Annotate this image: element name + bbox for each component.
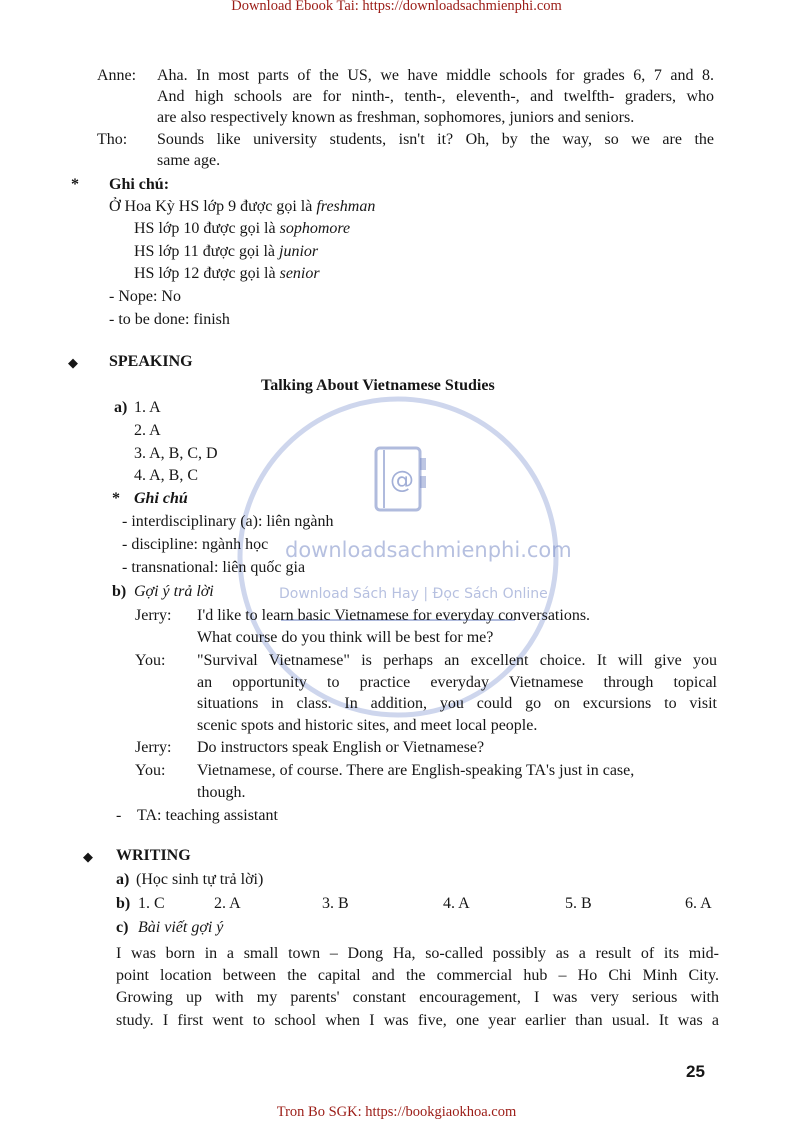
tho-line-1: Sounds like university students, isn't it? Oh, by the way, so we are the bbox=[157, 131, 714, 148]
jerry1-line-2: What course do you think will be best for me? bbox=[197, 629, 494, 646]
tho-line-2: same age. bbox=[157, 152, 221, 169]
note-term-freshman: freshman bbox=[316, 198, 376, 215]
essay-line-1: I was born in a small town – Dong Ha, so-called possibly as a result of its mid- bbox=[116, 945, 719, 962]
speaker-you-2: You: bbox=[135, 762, 166, 779]
watermark-tagline: Download Sách Hay | Đọc Sách Online bbox=[279, 586, 548, 602]
essay-line-2: point location between the capital and the commercial hub – Ho Chi Minh City. bbox=[116, 967, 719, 984]
speaking-subtitle: Talking About Vietnamese Studies bbox=[261, 377, 495, 394]
anne-line-1: Aha. In most parts of the US, we have middle schools for grades 6, 7 and 8. bbox=[157, 67, 714, 84]
b-answer-3: 3. B bbox=[322, 895, 349, 912]
glossary-transnational: - transnational: liên quốc gia bbox=[122, 559, 306, 576]
speaking-b-title: Gợi ý trả lời bbox=[134, 583, 214, 600]
ta-note: TA: teaching assistant bbox=[137, 807, 278, 824]
speaking-note-title: Ghi chú bbox=[134, 490, 188, 507]
speaker-jerry-2: Jerry: bbox=[135, 739, 172, 756]
note-grade-text: HS lớp 10 được gọi là bbox=[134, 220, 280, 237]
you1-line-3: situations in class. In addition, you could go on excursions to visit bbox=[197, 695, 717, 712]
speaker-anne: Anne: bbox=[97, 67, 137, 84]
glossary-interdisciplinary: - interdisciplinary (a): liên ngành bbox=[122, 513, 334, 530]
note-grade-11 bbox=[134, 242, 318, 262]
b-answer-5: 5. B bbox=[565, 895, 592, 912]
svg-text:@: @ bbox=[390, 466, 414, 494]
b-answer-1: 1. C bbox=[138, 895, 165, 912]
note-line-text: Ở Hoa Kỳ HS lớp 9 được gọi là bbox=[109, 198, 317, 215]
notebook-at-icon bbox=[368, 444, 428, 516]
note-line-freshman bbox=[109, 197, 375, 217]
anne-line-2: And high schools are for ninth-, tenth-, eleventh-, and twelfth- graders, who bbox=[157, 88, 714, 105]
you1-line-1: "Survival Vietnamese" is perhaps an excellent choice. It will give you bbox=[197, 652, 717, 669]
you2-line-2: though. bbox=[197, 784, 246, 801]
jerry1-line-1: I'd like to learn basic Vietnamese for everyday conversations. bbox=[197, 607, 591, 624]
b-answer-6: 6. A bbox=[685, 895, 712, 912]
you1-line-4: scenic spots and historic sites, and meet local people. bbox=[197, 717, 538, 734]
note-star: * bbox=[71, 176, 79, 193]
writing-bullet-icon: ◆ bbox=[83, 849, 93, 864]
note-grade-12 bbox=[134, 264, 320, 284]
writing-b-label: b) bbox=[116, 895, 131, 912]
speaker-you-1: You: bbox=[135, 652, 166, 669]
you2-line-1: Vietnamese, of course. There are English-speaking TA's just in case, bbox=[197, 762, 635, 779]
speaker-tho: Tho: bbox=[97, 131, 128, 148]
speaker-jerry-1: Jerry: bbox=[135, 607, 172, 624]
a-answer-1: 1. A bbox=[134, 399, 161, 416]
b-answer-2: 2. A bbox=[214, 895, 241, 912]
essay-line-3: Growing up with my parents' constant encouragement, I was very serious with bbox=[116, 989, 719, 1006]
page-number: 25 bbox=[686, 1062, 705, 1081]
footer-sgk-link[interactable]: Tron Bo SGK: https://bookgiaokhoa.com bbox=[276, 1104, 517, 1120]
writing-c-title: Bài viết gợi ý bbox=[138, 919, 224, 936]
a-answer-3: 3. A, B, C, D bbox=[134, 445, 218, 462]
header-download-link[interactable]: Download Ebook Tai: https://downloadsachmienphi.com bbox=[231, 0, 562, 14]
note-title: Ghi chú: bbox=[109, 176, 170, 193]
a-answer-2: 2. A bbox=[134, 422, 161, 439]
writing-a-text: (Học sinh tự trả lời) bbox=[136, 871, 264, 888]
writing-a-label: a) bbox=[116, 871, 130, 888]
speaking-note-star: * bbox=[112, 490, 120, 507]
you1-line-2: an opportunity to practice everyday Vietnamese through topical bbox=[197, 674, 717, 691]
note-grade-10 bbox=[134, 219, 350, 239]
note-term-junior: junior bbox=[279, 243, 319, 260]
glossary-discipline: - discipline: ngành học bbox=[122, 536, 269, 553]
note-grade-text: HS lớp 12 được gọi là bbox=[134, 265, 280, 282]
watermark-site: downloadsachmienphi.com bbox=[285, 538, 572, 562]
speaking-b-label: b) bbox=[112, 583, 127, 600]
b-answer-4: 4. A bbox=[443, 895, 470, 912]
vocab-to-be-done: - to be done: finish bbox=[109, 311, 230, 328]
speaking-heading: SPEAKING bbox=[109, 353, 193, 370]
a-answer-4: 4. A, B, C bbox=[134, 467, 199, 484]
jerry2-line-1: Do instructors speak English or Vietnamese? bbox=[197, 739, 485, 756]
note-term-sophomore: sophomore bbox=[279, 220, 351, 237]
vocab-nope: - Nope: No bbox=[109, 288, 181, 305]
writing-c-label: c) bbox=[116, 919, 129, 936]
speaking-bullet-icon: ◆ bbox=[68, 355, 78, 370]
ta-dash: - bbox=[116, 807, 122, 824]
note-term-senior: senior bbox=[279, 265, 320, 282]
writing-heading: WRITING bbox=[116, 847, 191, 864]
note-grade-text: HS lớp 11 được gọi là bbox=[134, 243, 279, 260]
essay-line-4: study. I first went to school when I was five, one year earlier than usual. It was a bbox=[116, 1012, 719, 1029]
anne-line-3: are also respectively known as freshman, sophomores, juniors and seniors. bbox=[157, 109, 635, 126]
speaking-a-label: a) bbox=[114, 399, 128, 416]
